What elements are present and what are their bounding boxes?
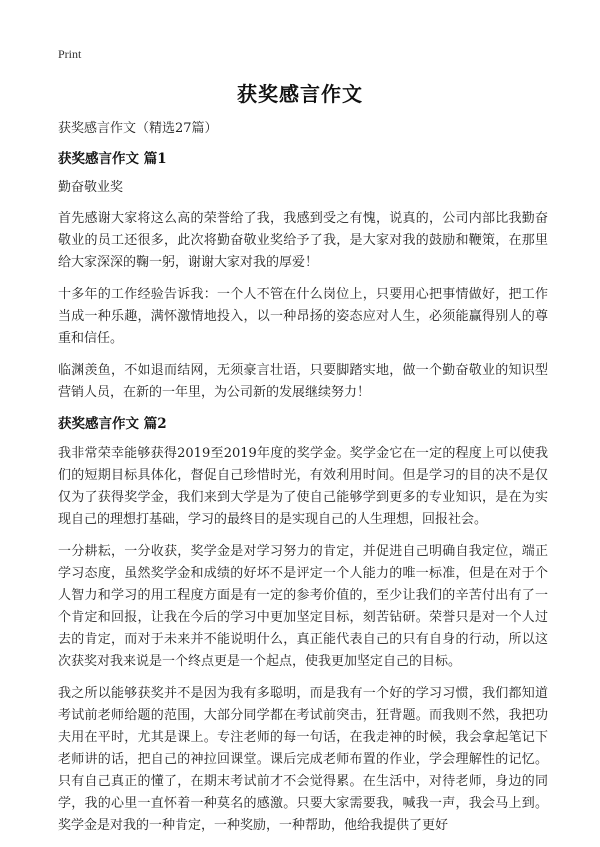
paragraph: 临渊羡鱼，不如退而结网，无须豪言壮语，只要脚踏实地，做一个勤奋敬业的知识型营销人员，在新的一年里，为公司新的发展继续努力！ [58,363,548,400]
document-subtitle: 获奖感言作文（精选27篇） [58,121,218,136]
section-heading: 获奖感言作文 篇1 [58,151,167,167]
paragraph: 我非常荣幸能够获得2019至2019年度的奖学金。奖学金它在一定的程度上可以使我们的短期目标具体化，督促自己珍惜时光，有效利用时间。但是学习的目的决不是仅仅为了获得奖学金，我们来到大学是为了使自己能够学到更多的专业知识，是在为实现自己的理想打基础，学习的最终目的是实现自己的人生理想，回报社会。 [58,446,548,527]
section-heading: 获奖感言作文 篇2 [58,416,167,432]
section-1 [58,149,548,404]
page-title: 获奖感言作文 [237,82,363,106]
section-2 [58,414,548,837]
print-link[interactable]: Print [58,47,82,61]
paragraph: 一分耕耘，一分收获，奖学金是对学习努力的肯定，并促进自己明确自我定位，端正学习态度，虽然奖学金和成绩的好坏不是评定一个人能力的唯一标准，但是在对于个人智力和学习的用工程度方面是有一定的参考价值的，至少让我们的辛苦付出有了一个肯定和回报，让我在今后的学习中更加坚定目标，刻苦钻研。荣誉只是对一个人过去的肯定，而对于未来并不能说明什么，真正能代表自己的只有自身的行动，所以这次获奖对我来说是一个终点更是一个起点，使我更加坚定自己的目标。 [58,544,548,669]
document-body [58,119,548,847]
paragraph: 我之所以能够获奖并不是因为我有多聪明，而是我有一个好的学习习惯，我们都知道考试前老师给题的范围，大部分同学都在考试前突击，狂背题。而我则不然，我把功夫用在平时，尤其是课上。专注老师的每一句话，在我走神的时候，我会拿起笔记下老师讲的话，把自己的神拉回课堂。课后完成老师布置的作业，学会理解性的记忆。只有自己真正的懂了，在期末考试前才不会觉得累。在生活中，对待老师，身边的同学，我的心里一直怀着一种莫名的感激。只要大家需要我，喊我一声，我会马上到。奖学金是对我的一种肯定，一种奖励，一种帮助，他给我提供了更好 [58,686,548,833]
award-name: 勤奋敬业奖 [58,180,124,195]
paragraph: 首先感谢大家将这么高的荣誉给了我，我感到受之有愧，说真的，公司内部比我勤奋敬业的员工还很多，此次将勤奋敬业奖给予了我，是大家对我的鼓励和鞭策，在那里给大家深深的鞠一躬，谢谢大家对我的厚爱！ [58,211,548,270]
paragraph: 十多年的工作经验告诉我：一个人不管在什么岗位上，只要用心把事情做好，把工作当成一种乐趣，满怀激情地投入，以一种昂扬的姿态应对人生，必须能赢得别人的尊重和信任。 [58,287,548,346]
